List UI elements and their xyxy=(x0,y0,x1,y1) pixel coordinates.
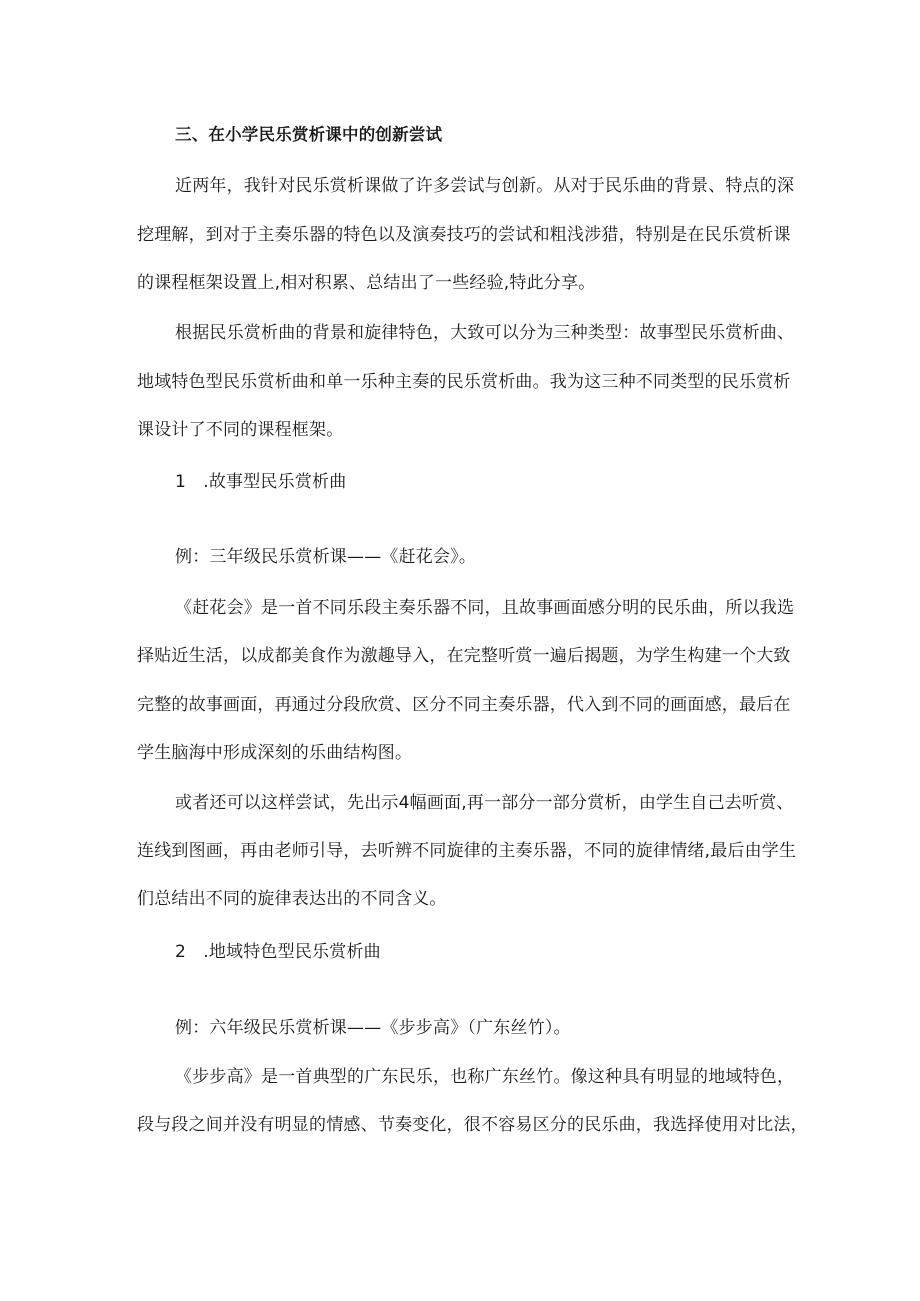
item1-title: 1 .故事型民乐赏析曲 xyxy=(175,472,347,492)
intro-line-1: 近两年，我针对民乐赏析课做了许多尝试与创新。从对于民乐曲的背景、特点的深 xyxy=(175,176,795,196)
item1-alt-line-1: 或者还可以这样尝试，先出示4幅画面,再一部分一部分赏析，由学生自己去听赏、 xyxy=(175,793,794,813)
item2-title: 2 .地域特色型民乐赏析曲 xyxy=(175,942,381,962)
types-line-1: 根据民乐赏析曲的背景和旋律特色，大致可以分为三种类型：故事型民乐赏析曲、 xyxy=(175,323,795,343)
item2-line-2: 段与段之间并没有明显的情感、节奏变化，很不容易区分的民乐曲，我选择使用对比法， xyxy=(137,1115,808,1135)
item2-line-1: 《步步高》是一首典型的广东民乐，也称广东丝竹。像这种具有明显的地域特色， xyxy=(175,1067,795,1087)
item1-alt-line-3: 们总结出不同的旋律表达出的不同含义。 xyxy=(137,889,447,909)
item1-alt-line-2: 连线到图画，再由老师引导，去听辨不同旋律的主奏乐器，不同的旋律情绪,最后由学生 xyxy=(137,841,797,861)
item1-line-1: 《赶花会》是一首不同乐段主奏乐器不同，且故事画面感分明的民乐曲，所以我选 xyxy=(175,598,795,618)
types-line-2: 地域特色型民乐赏析曲和单一乐种主奏的民乐赏析曲。我为这三种不同类型的民乐赏析 xyxy=(137,372,791,392)
section-heading: 三、在小学民乐赏析课中的创新尝试 xyxy=(175,125,443,144)
item2-example: 例：六年级民乐赏析课——《步步高》（广东丝竹）。 xyxy=(175,1018,571,1038)
item1-line-3: 完整的故事画面，再通过分段欣赏、区分不同主奏乐器，代入到不同的画面感，最后在 xyxy=(137,695,791,715)
item1-line-4: 学生脑海中形成深刻的乐曲结构图。 xyxy=(137,743,413,763)
item1-example: 例：三年级民乐赏析课——《赶花会》。 xyxy=(175,547,477,567)
item1-line-2: 择贴近生活，以成都美食作为激趣导入，在完整听赏一遍后揭题，为学生构建一个大致 xyxy=(137,646,791,666)
types-line-3: 课设计了不同的课程框架。 xyxy=(137,420,344,440)
intro-line-2: 挖理解，到对于主奏乐器的特色以及演奏技巧的尝试和粗浅涉猎，特别是在民乐赏析课 xyxy=(137,225,791,245)
intro-line-3: 的课程框架设置上,相对积累、总结出了一些经验,特此分享。 xyxy=(137,273,596,293)
